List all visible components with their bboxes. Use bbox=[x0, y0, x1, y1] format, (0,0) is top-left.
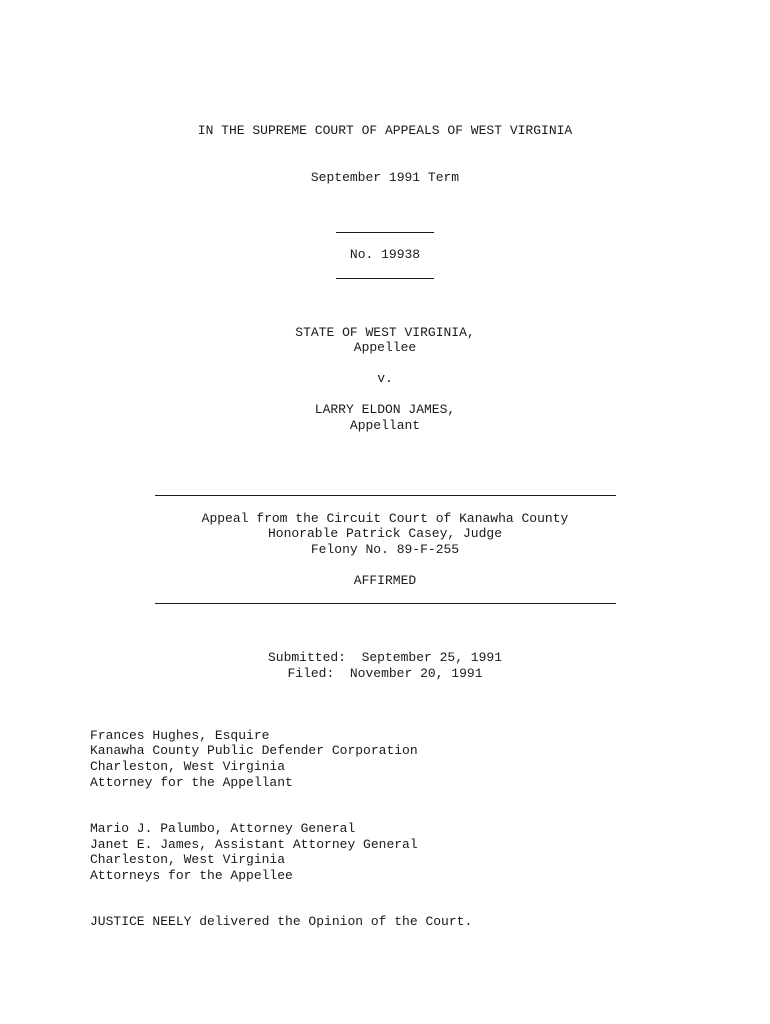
counsel-line: Charleston, West Virginia bbox=[90, 852, 286, 867]
opinion-line: JUSTICE NEELY delivered the Opinion of the Court. bbox=[90, 914, 473, 929]
counsel-line: Janet E. James, Assistant Attorney General bbox=[90, 837, 418, 852]
docket-rule-bottom bbox=[336, 278, 434, 279]
versus-label: v. bbox=[377, 371, 393, 386]
counsel-line: Frances Hughes, Esquire bbox=[90, 728, 270, 743]
appeal-from: Appeal from the Circuit Court of Kanawha County bbox=[201, 511, 569, 526]
counsel-line: Kanawha County Public Defender Corporation bbox=[90, 743, 418, 758]
submitted-date: Submitted: September 25, 1991 bbox=[267, 650, 503, 665]
felony-number: Felony No. 89-F-255 bbox=[310, 542, 460, 557]
appellant-name: LARRY ELDON JAMES, bbox=[314, 402, 456, 417]
counsel-line: Mario J. Palumbo, Attorney General bbox=[90, 821, 356, 836]
appeal-rule-bottom bbox=[155, 603, 616, 604]
appellee-role: Appellee bbox=[353, 340, 417, 355]
disposition: AFFIRMED bbox=[353, 573, 417, 588]
counsel-line: Charleston, West Virginia bbox=[90, 759, 286, 774]
term-line: September 1991 Term bbox=[310, 170, 460, 185]
appellee-name: STATE OF WEST VIRGINIA, bbox=[295, 325, 475, 340]
docket-rule-top bbox=[336, 232, 434, 233]
counsel-line: Attorney for the Appellant bbox=[90, 775, 293, 790]
appellant-role: Appellant bbox=[349, 418, 421, 433]
docket-number: No. 19938 bbox=[349, 247, 421, 262]
filed-date: Filed: November 20, 1991 bbox=[287, 666, 483, 681]
counsel-line: Attorneys for the Appellee bbox=[90, 868, 293, 883]
appeal-rule-top bbox=[155, 495, 616, 496]
appeal-judge: Honorable Patrick Casey, Judge bbox=[267, 526, 503, 541]
court-heading: IN THE SUPREME COURT OF APPEALS OF WEST VIRGINIA bbox=[197, 123, 573, 138]
